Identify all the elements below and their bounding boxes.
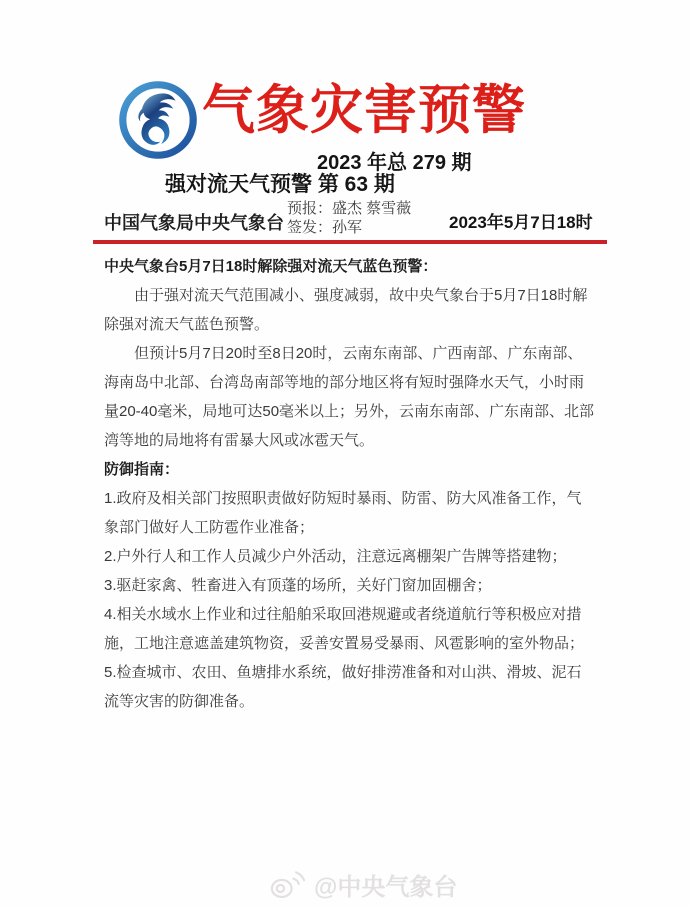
forecaster-line: 预报：盛杰 蔡雪薇 [287,200,412,217]
document-title: 气象灾害预警 [202,81,526,140]
weibo-watermark [268,866,457,902]
issue-datetime: 2023年5月7日18时 [449,213,593,232]
body-paragraph: 由于强对流天气范围减小、强度减弱，故中央气象台于5月7日18时解除强对流天气蓝色预警。 [104,287,588,333]
defense-guide-title: 防御指南： [104,461,180,478]
defense-guide-item: 3.驱赶家禽、牲畜进入有顶蓬的场所，关好门窗加固棚舍； [104,577,492,594]
warning-headline: 中央气象台5月7日18时解除强对流天气蓝色预警： [104,258,438,275]
defense-guide-item: 4.相关水域水上作业和过往船舶采取回港规避或者绕道航行等积极应对措施，工地注意遮盖建筑物资，妥善安置易受暴雨、风雹影响的室外物品； [104,606,585,652]
defense-guide-item: 1.政府及相关部门按照职责做好防短时暴雨、防雷、防大风准备工作，气象部门做好人工防雹作业准备； [104,490,582,536]
signature-block [287,199,411,237]
weibo-icon [268,867,308,901]
issue-total-line: 2023 年总 279 期 [317,152,472,174]
defense-guide-item: 2.户外行人和工作人员减少户外活动，注意远离棚架广告牌等搭建物； [104,548,567,565]
issue-number-line: 强对流天气预警 第 63 期 [165,173,395,196]
body-paragraph: 但预计5月7日20时至8日20时，云南东南部、广西南部、广东南部、海南岛中北部、台湾岛南部等地的部分地区将有短时强降水天气，小时雨量20-40毫米，局地可达50毫米以上；另外，云南东南部、广东南部、北部湾等地的局地将有雷暴大风或冰雹天气。 [104,345,595,449]
issuing-agency: 中国气象局中央气象台 [104,213,284,233]
watermark-text: @中央气象台 [314,873,458,901]
signer-line: 签发：孙军 [287,219,363,236]
red-divider-line [93,240,607,244]
document-body [104,252,596,716]
cma-logo-icon [116,80,200,160]
defense-guide-item: 5.检查城市、农田、鱼塘排水系统，做好排涝准备和对山洪、滑坡、泥石流等灾害的防御准备。 [104,664,582,710]
